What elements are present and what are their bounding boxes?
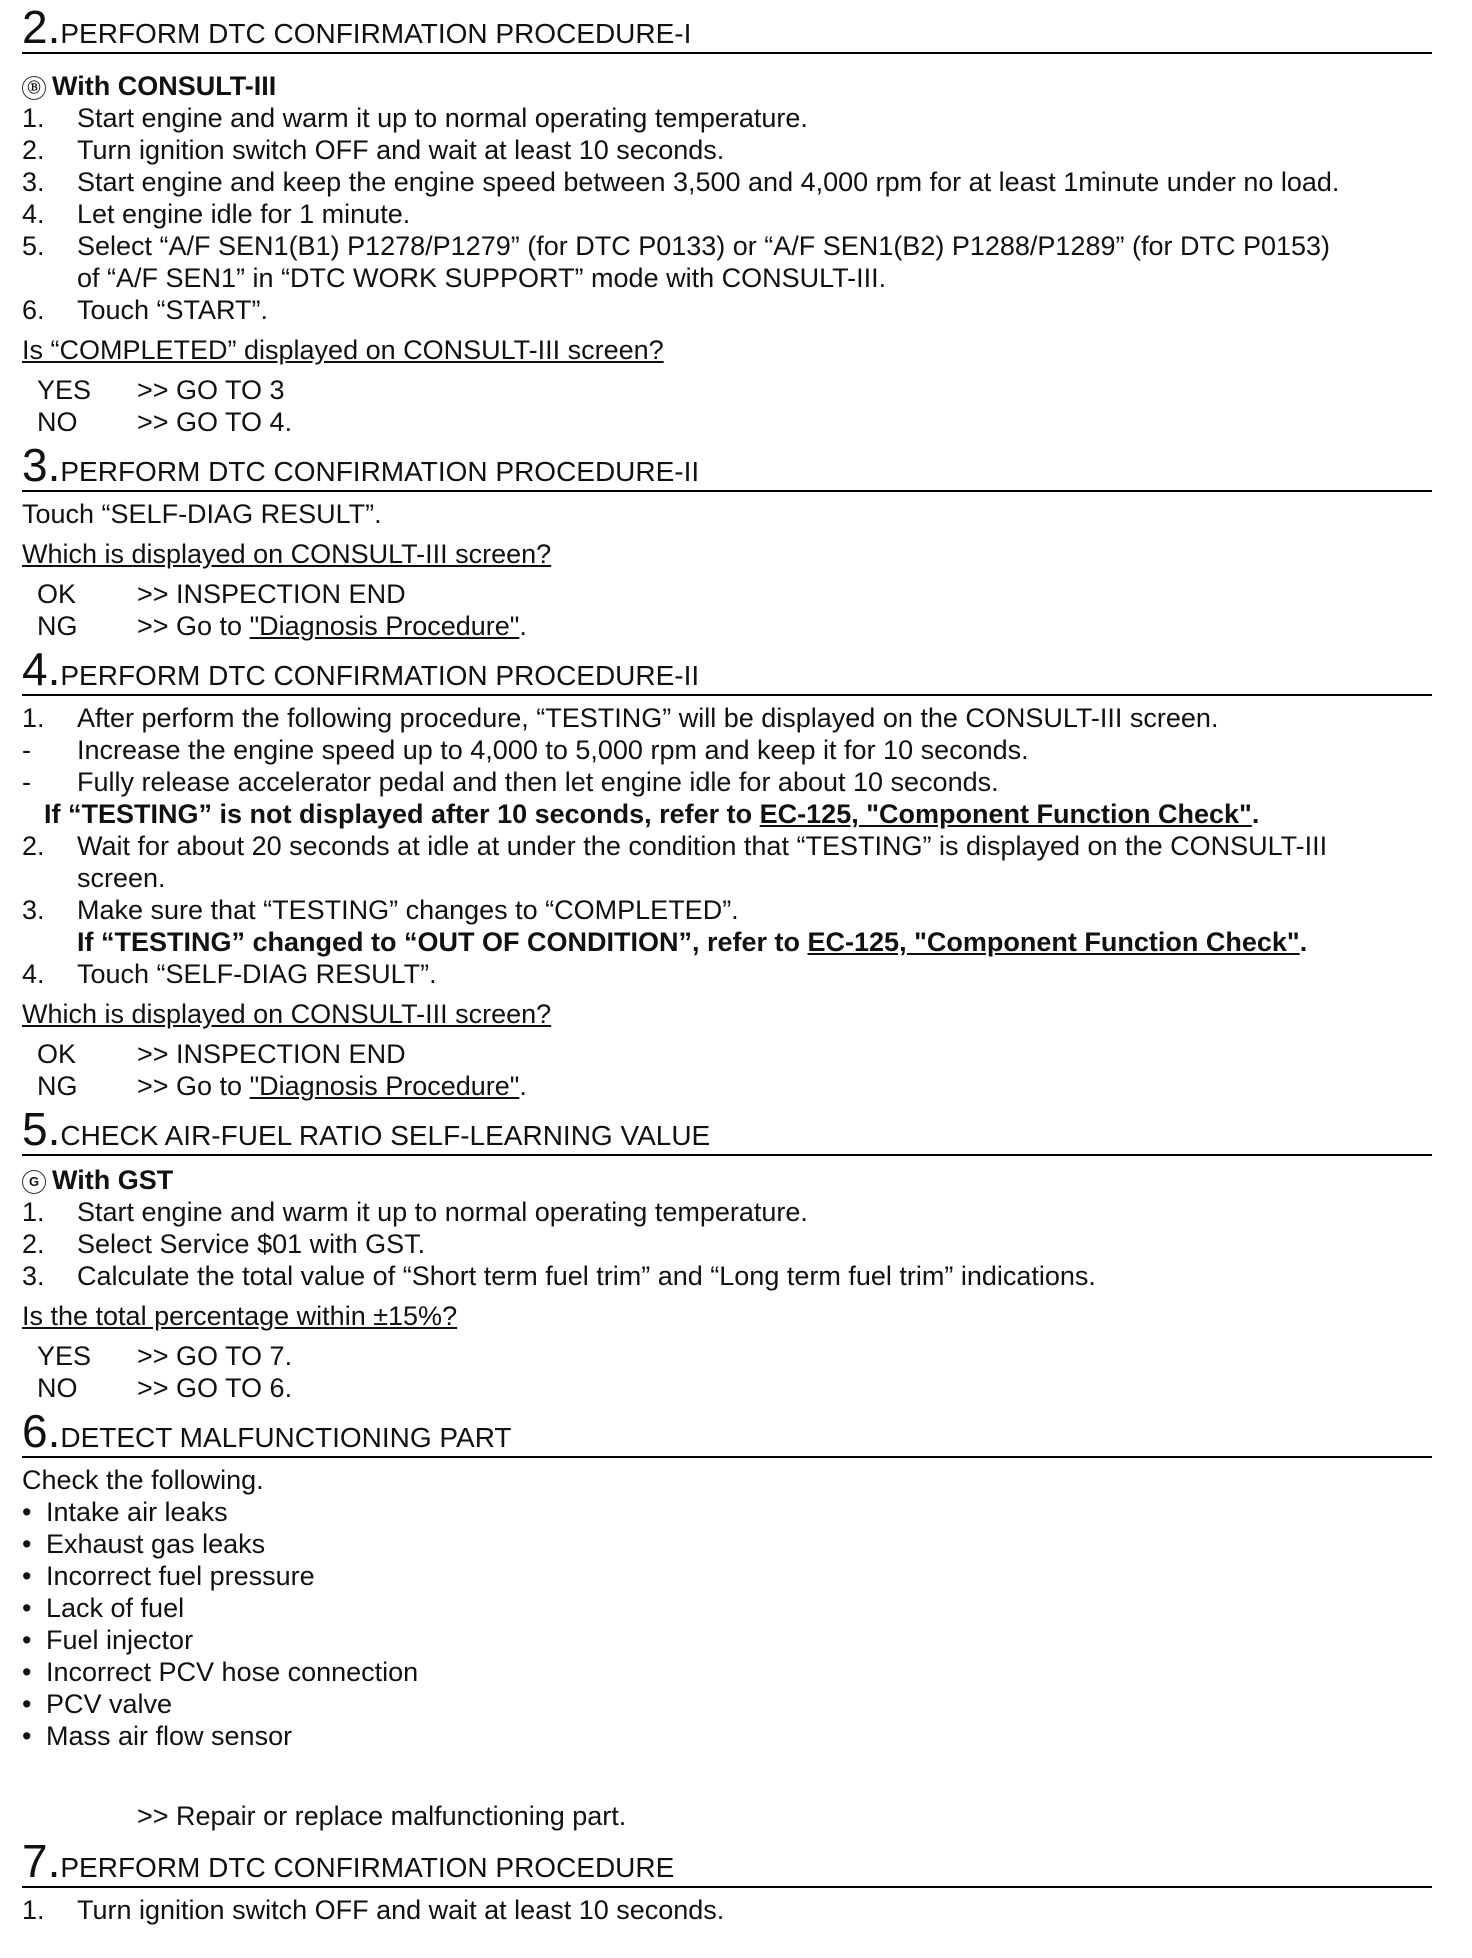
- list-item: • Fuel injector: [22, 1625, 194, 1655]
- list-item: • Lack of fuel: [22, 1593, 185, 1623]
- step-7-number: 7.: [22, 1835, 61, 1887]
- step-6-number: 6.: [22, 1405, 61, 1457]
- list-item: • Mass air flow sensor: [22, 1721, 293, 1751]
- list-item: 3. Calculate the total value of “Short term fuel trim” and “Long term fuel trim” indications.: [22, 1261, 1096, 1291]
- diagnosis-procedure-link[interactable]: "Diagnosis Procedure": [249, 611, 520, 641]
- answer-yes: YES >> GO TO 7.: [37, 1341, 293, 1371]
- step-5-title: CHECK AIR-FUEL RATIO SELF-LEARNING VALUE: [60, 1120, 711, 1151]
- list-item: 2. Turn ignition switch OFF and wait at least 10 seconds.: [22, 135, 725, 165]
- list-item: • Incorrect PCV hose connection: [22, 1657, 419, 1687]
- list-item: - Increase the engine speed up to 4,000 to 5,000 rpm and keep it for 10 seconds.: [22, 735, 1029, 765]
- list-item: 1. Turn ignition switch OFF and wait at least 10 seconds.: [22, 1895, 725, 1925]
- list-item: 2. Select Service $01 with GST.: [22, 1229, 426, 1259]
- list-item: 3. Make sure that “TESTING” changes to “COMPLETED”.: [22, 895, 739, 925]
- step-2-question: Is “COMPLETED” displayed on CONSULT-III screen?: [22, 335, 664, 365]
- note-testing-not-displayed: If “TESTING” is not displayed after 10 seconds, refer to EC-125, "Component Function Check".: [44, 799, 1260, 829]
- list-item: 1. Start engine and warm it up to normal operating temperature.: [22, 103, 808, 133]
- list-item: 2. Wait for about 20 seconds at idle at under the condition that “TESTING” is displayed on the CONSULT-III: [22, 831, 1328, 861]
- answer-ng: NG >> Go to "Diagnosis Procedure".: [37, 611, 527, 641]
- step-2-header: [22, 0, 1432, 54]
- step-5-number: 5.: [22, 1103, 61, 1155]
- step-3-header: [22, 438, 1432, 492]
- step-3-question: Which is displayed on CONSULT-III screen?: [22, 539, 552, 569]
- step-6-header: [22, 1404, 1432, 1458]
- list-item: 4. Touch “SELF-DIAG RESULT”.: [22, 959, 437, 989]
- step-4-number: 4.: [22, 643, 61, 695]
- step-5-tool: G With GST: [22, 1164, 173, 1196]
- answer-no: NO >> GO TO 4.: [37, 407, 293, 437]
- list-item: 3. Start engine and keep the engine speed between 3,500 and 4,000 rpm for at least 1minute under no load.: [22, 167, 1340, 197]
- answer-ok: OK >> INSPECTION END: [37, 579, 406, 609]
- step-6-title: DETECT MALFUNCTIONING PART: [60, 1422, 512, 1453]
- gst-icon: G: [22, 1170, 46, 1194]
- step-7-title: PERFORM DTC CONFIRMATION PROCEDURE: [60, 1852, 675, 1883]
- step-2-tool: [22, 70, 276, 102]
- list-item: 6. Touch “START”.: [22, 295, 269, 325]
- answer-ok: OK >> INSPECTION END: [37, 1039, 406, 1069]
- list-item: • Exhaust gas leaks: [22, 1529, 266, 1559]
- list-item: 5. Select “A/F SEN1(B1) P1278/P1279” (for DTC P0133) or “A/F SEN1(B2) P1288/P1289” (for DTC P0153): [22, 231, 1331, 261]
- step-3-number: 3.: [22, 439, 61, 491]
- step-2-title: PERFORM DTC CONFIRMATION PROCEDURE-I: [60, 18, 692, 49]
- list-item: • Incorrect fuel pressure: [22, 1561, 315, 1591]
- step-6-result: >> Repair or replace malfunctioning part.: [137, 1801, 627, 1831]
- answer-yes: YES >> GO TO 3: [37, 375, 285, 405]
- list-item: screen.: [77, 863, 166, 893]
- list-item: 1. After perform the following procedure, “TESTING” will be displayed on the CONSULT-III screen.: [22, 703, 1219, 733]
- answer-no: NO >> GO TO 6.: [37, 1373, 293, 1403]
- step-4-title: PERFORM DTC CONFIRMATION PROCEDURE-II: [60, 660, 700, 691]
- step-5-question: Is the total percentage within ±15%?: [22, 1301, 458, 1331]
- note-out-of-condition: If “TESTING” changed to “OUT OF CONDITION”, refer to EC-125, "Component Function Check".: [77, 927, 1308, 957]
- step-2-number: 2.: [22, 1, 61, 53]
- list-item: - Fully release accelerator pedal and then let engine idle for about 10 seconds.: [22, 767, 999, 797]
- list-item: 4. Let engine idle for 1 minute.: [22, 199, 411, 229]
- step-3-title: PERFORM DTC CONFIRMATION PROCEDURE-II: [60, 456, 700, 487]
- list-item: 1. Start engine and warm it up to normal operating temperature.: [22, 1197, 808, 1227]
- diagnosis-procedure-link-2[interactable]: "Diagnosis Procedure": [249, 1071, 520, 1101]
- step-2-tool-label: With CONSULT-III: [52, 71, 277, 101]
- step-3-text: Touch “SELF-DIAG RESULT”.: [22, 499, 382, 529]
- list-item: • Intake air leaks: [22, 1497, 228, 1527]
- step-4-header: [22, 642, 1432, 696]
- step-6-intro: Check the following.: [22, 1465, 264, 1495]
- list-item: • PCV valve: [22, 1689, 173, 1719]
- list-item: of “A/F SEN1” in “DTC WORK SUPPORT” mode with CONSULT-III.: [77, 263, 887, 293]
- consult-icon: Ⓑ: [22, 76, 46, 100]
- component-function-check-link-2[interactable]: EC-125, "Component Function Check": [807, 927, 1300, 957]
- step-7-header: [22, 1834, 1432, 1888]
- step-5-header: [22, 1102, 1432, 1156]
- answer-ng: NG >> Go to "Diagnosis Procedure".: [37, 1071, 527, 1101]
- step-4-question: Which is displayed on CONSULT-III screen?: [22, 999, 552, 1029]
- component-function-check-link[interactable]: EC-125, "Component Function Check": [759, 799, 1252, 829]
